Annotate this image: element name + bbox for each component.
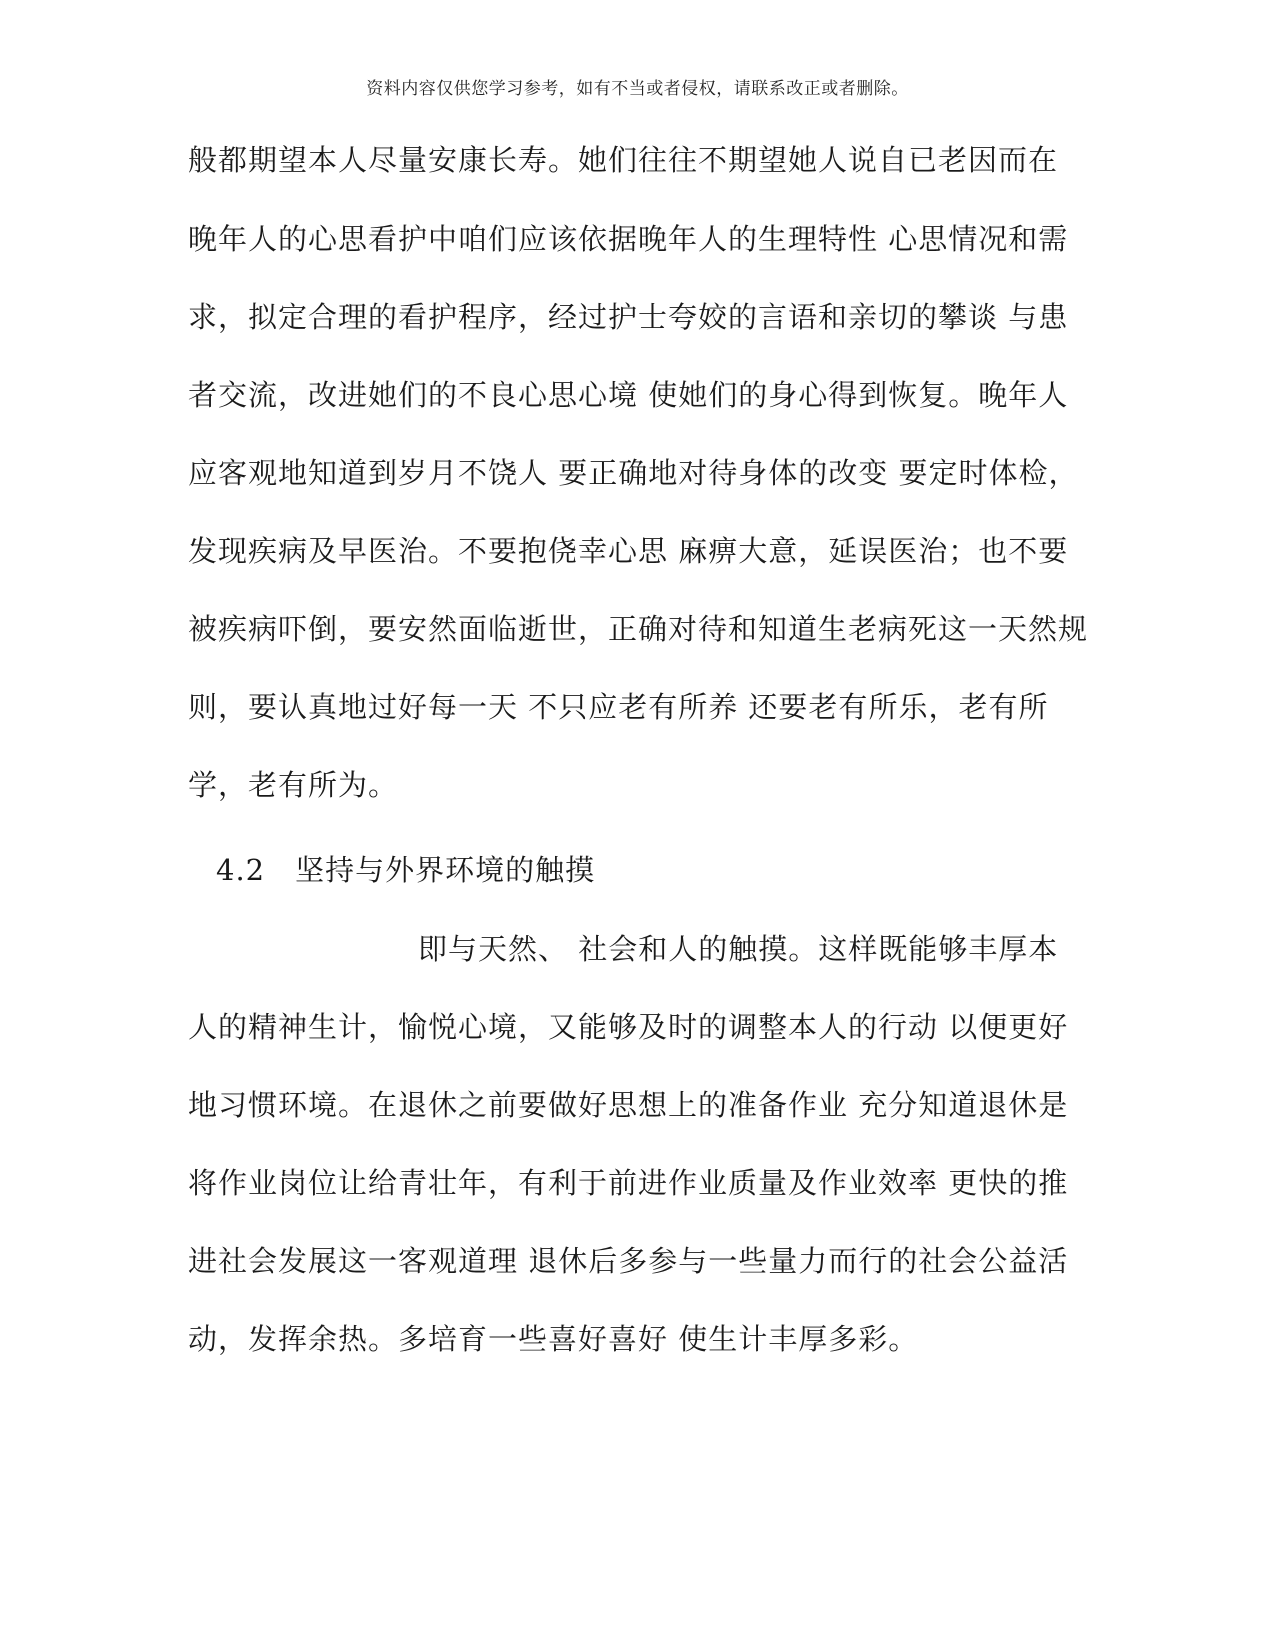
paragraph-line: 应客观地知道到岁月不饶人 要正确地对待身体的改变 要定时体检， <box>188 456 1079 490</box>
paragraph-line: 者交流，改进她们的不良心思心境 使她们的身心得到恢复。晚年人 <box>188 378 1069 412</box>
paragraph-line: 将作业岗位让给青壮年，有利于前进作业质量及作业效率 更快的推 <box>188 1166 1069 1200</box>
paragraph-line: 晚年人的心思看护中咱们应该依据晚年人的生理特性 心思情况和需 <box>188 222 1069 256</box>
paragraph-line: 进社会发展这一客观道理 退休后多参与一些量力而行的社会公益活 <box>188 1244 1069 1278</box>
paragraph-line: 般都期望本人尽量安康长寿。她们往往不期望她人说自已老因而在 <box>188 143 1059 177</box>
paragraph-line: 人的精神生计，愉悦心境，又能够及时的调整本人的行动 以便更好 <box>188 1010 1069 1044</box>
paragraph-line: 被疾病吓倒，要安然面临逝世，正确对待和知道生老病死这一天然规 <box>188 612 1089 646</box>
disclaimer-header: 资料内容仅供您学习参考，如有不当或者侵权，请联系改正或者删除。 <box>366 79 909 99</box>
section-heading: 4.2 坚持与外界环境的触摸 <box>216 853 596 887</box>
paragraph-line: 求，拟定合理的看护程序，经过护士夸姣的言语和亲切的攀谈 与患 <box>188 300 1069 334</box>
paragraph-line: 学，老有所为。 <box>188 768 399 802</box>
paragraph-line: 动，发挥余热。多培育一些喜好喜好 使生计丰厚多彩。 <box>188 1322 919 1356</box>
paragraph-line: 地习惯环境。在退休之前要做好思想上的准备作业 充分知道退休是 <box>188 1088 1069 1122</box>
paragraph-line: 则，要认真地过好每一天 不只应老有所养 还要老有所乐，老有所 <box>188 690 1049 724</box>
paragraph-line: 发现疾病及早医治。不要抱侥幸心思 麻痹大意，延误医治；也不要 <box>188 534 1069 568</box>
paragraph-line: 即与天然、 社会和人的触摸。这样既能够丰厚本 <box>418 932 1059 966</box>
